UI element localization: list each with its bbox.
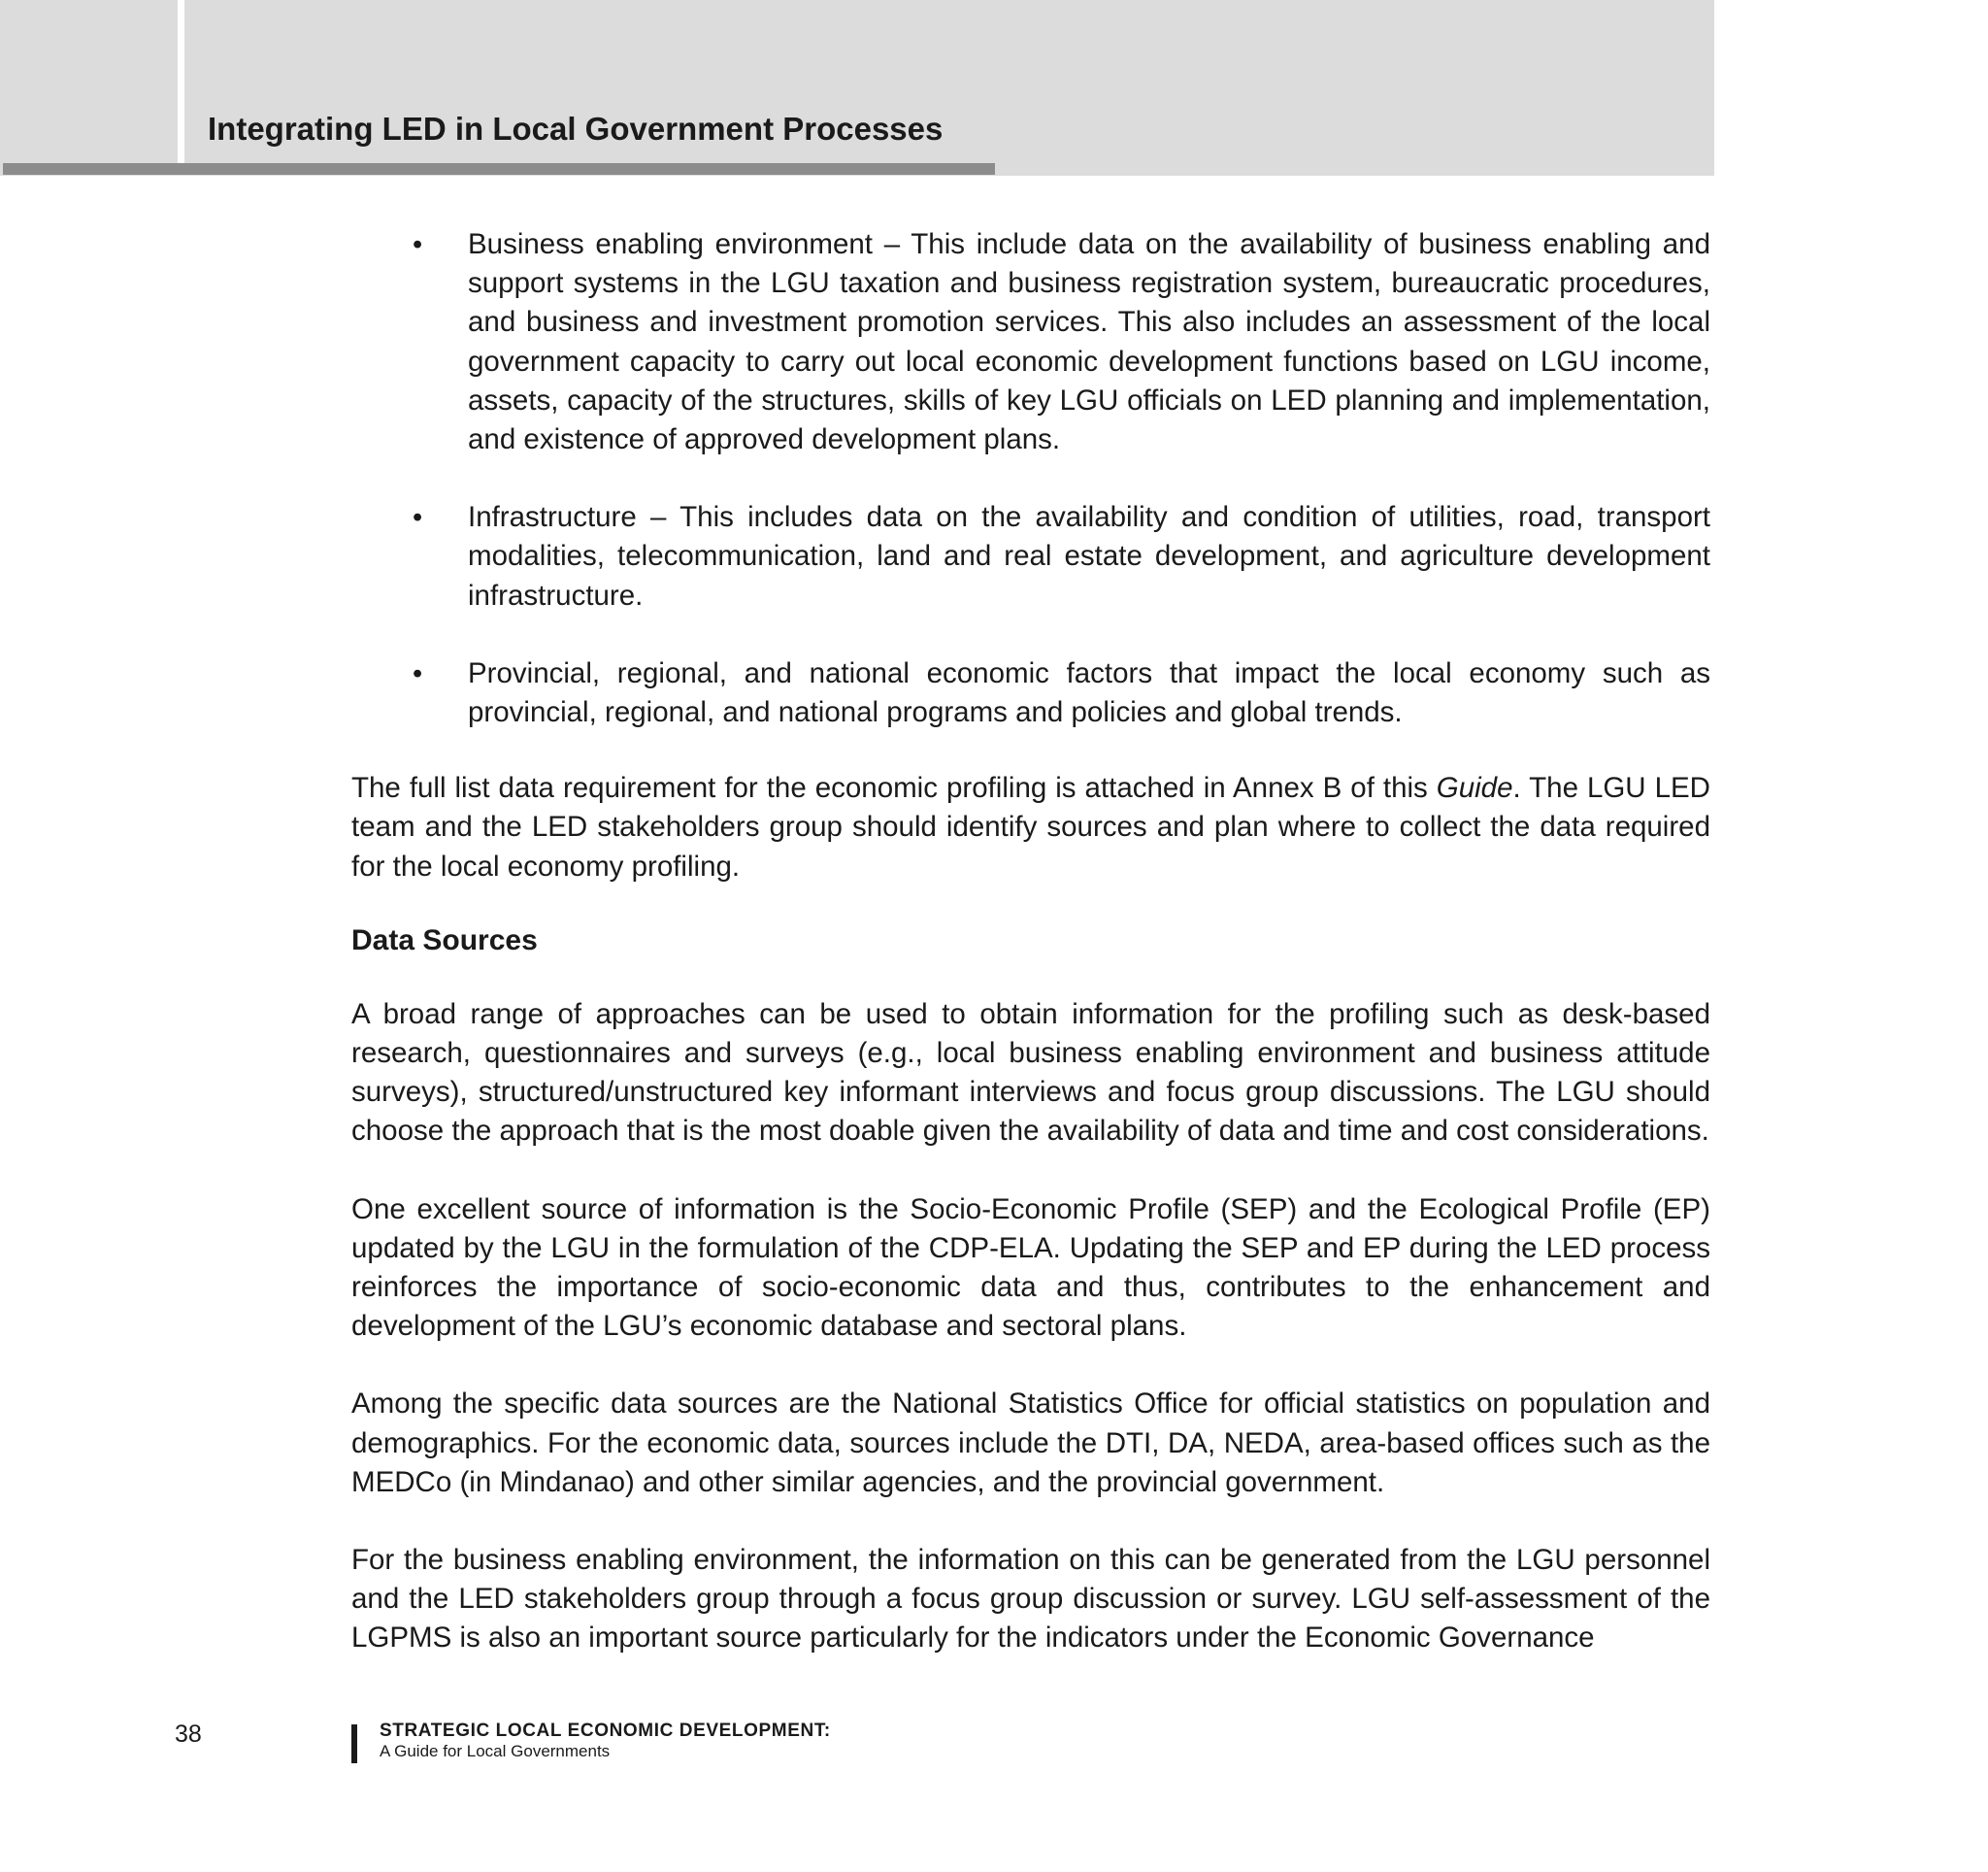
intro-paragraph bbox=[351, 769, 1710, 886]
intro-text-end: . The LGU LED team and the LED stakeholders group should identify sources and plan where to collect the data required for the local economy profiling. bbox=[351, 772, 1710, 883]
intro-text-italic: Guide bbox=[1436, 772, 1513, 805]
intro-text-start: The full list data requirement for the economic profiling is attached in Annex B of this bbox=[351, 772, 1437, 805]
page-content bbox=[351, 225, 1710, 1658]
body-paragraph: A broad range of approaches can be used to obtain information for the profiling such as desk-based research, questionnaires and surveys (e.g., local business enabling environment and business attitude surveys), structured/unstructured key informant interviews and focus group discussions. The LGU should choose the approach that is the most doable given the availability of data and time and cost considerations. bbox=[351, 997, 1710, 1148]
footer-book-subtitle: A Guide for Local Governments bbox=[380, 1742, 611, 1760]
page-number: 38 bbox=[175, 1721, 202, 1748]
bullet-item-external-factors bbox=[351, 654, 1710, 732]
bullet-icon: • bbox=[413, 657, 423, 689]
section-heading: Data Sources bbox=[351, 923, 538, 956]
footer-rule bbox=[351, 1724, 357, 1763]
bullet-text: Business enabling environment – This include data on the availability of business enabling and support systems in the LGU taxation and business registration system, bureaucratic procedures, and business and investment promotion services. This also includes an assessment of the local government capacity to carry out local economic development functions based on LGU income, assets, capacity of the structures, skills of key LGU officials on LED planning and implementation, and existence of approved development plans. bbox=[468, 228, 1710, 456]
header-banner bbox=[0, 0, 1714, 176]
header-banner-left-block bbox=[0, 0, 184, 165]
bullet-list bbox=[351, 225, 1710, 732]
footer-book-title: STRATEGIC LOCAL ECONOMIC DEVELOPMENT: bbox=[380, 1721, 831, 1741]
bullet-icon: • bbox=[413, 229, 423, 260]
bullet-item-infrastructure bbox=[351, 498, 1710, 616]
header-underline-bar bbox=[3, 163, 995, 175]
bullet-text: Provincial, regional, and national economic factors that impact the local economy such as provincial, regional, and national programs and policies and global trends. bbox=[468, 656, 1710, 729]
chapter-title: Integrating LED in Local Government Processes bbox=[208, 111, 944, 147]
body-paragraph: Among the specific data sources are the National Statistics Office for official statistics on population and demographics. For the economic data, sources include the DTI, DA, NEDA, area-based offices such as the MEDCo (in Mindanao) and other similar agencies, and the provincial government. bbox=[351, 1387, 1710, 1498]
bullet-item-business-enabling bbox=[351, 225, 1710, 459]
bullet-icon: • bbox=[413, 502, 423, 534]
bullet-text: Infrastructure – This includes data on the availability and condition of utilities, road, transport modalities, telecommunication, land and real estate development, and agriculture development infrastructure. bbox=[468, 501, 1710, 612]
body-paragraph: For the business enabling environment, the information on this can be generated from the LGU personnel and the LED stakeholders group through a focus group discussion or survey. LGU self-assessment of the LGPMS is also an important source particularly for the indicators under the Economic Governance bbox=[351, 1544, 1710, 1655]
body-paragraph: One excellent source of information is the Socio-Economic Profile (SEP) and the Ecological Profile (EP) updated by the LGU in the formulation of the CDP-ELA. Updating the SEP and EP during the LED process reinforces the importance of socio-economic data and thus, contributes to the enhancement and development of the LGU’s economic database and sectoral plans. bbox=[351, 1192, 1710, 1343]
